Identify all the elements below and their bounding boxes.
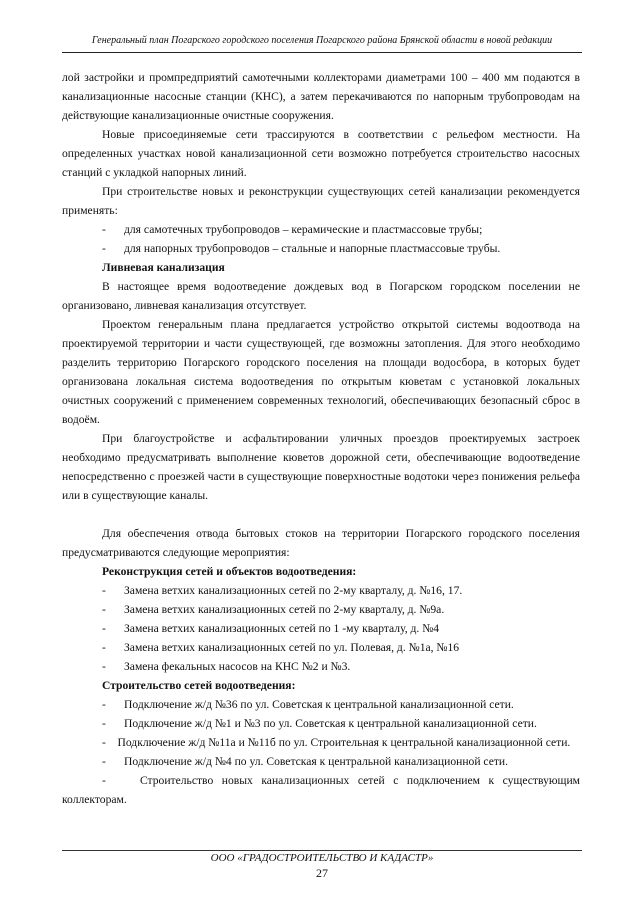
list-item-text: Подключение ж/д №11а и №11б по ул. Строительная к центральной канализационной сети. <box>117 736 571 749</box>
list-item-text: для напорных трубопроводов – стальные и напорные пластмассовые трубы. <box>124 242 501 255</box>
heading-reconstruction: Реконструкция сетей и объектов водоотведения: <box>102 565 357 578</box>
paragraph-new-networks: Новые присоединяемые сети трассируются в соответствии с рельефом местности. На определенных участках новой канализационной сети возможно потребуется строительство насосных станций с укладкой напорных линий. <box>62 128 580 179</box>
dash-marker: - <box>102 774 106 787</box>
dash-marker: - <box>102 622 106 635</box>
running-header: Генеральный план Погарского городского поселения Погарского района Брянской области в новой редакции <box>91 35 553 46</box>
paragraph-storm-proposal: Проектом генеральным плана предлагается устройство открытой системы водоотвода на проектируемой территории и части существующей, где возможны затопления. Для этого необходимо разделить территорию Погарского городского поселения на площади водосбора, в которых будет организована локальная система водоотведения по открытым кюветам с установкой локальных очистных сооружений с применением современных технологий, обеспечивающих безопасный сброс в водоём. <box>62 318 580 426</box>
list-item <box>102 752 580 771</box>
paragraph-sewer-collectors: лой застройки и промпредприятий самотечными коллекторами диаметрами 100 – 400 мм подаются в канализационные насосные станции (КНС), а затем перекачиваются по напорным трубопроводам на действующие канализационные очистные сооружения. <box>62 71 580 122</box>
footer-company: ООО «ГРАДОСТРОИТЕЛЬСТВО И КАДАСТР» <box>210 852 434 864</box>
dash-marker: - <box>102 641 106 654</box>
paragraph-storm-status: В настоящее время водоотведение дождевых вод в Погарском городском поселении не организовано, ливневая канализация отсутствует. <box>62 280 580 312</box>
dash-marker: - <box>102 736 106 749</box>
list-item <box>102 695 580 714</box>
list-item <box>102 638 580 657</box>
list-item-text: Замена ветхих канализационных сетей по 1 -му кварталу, д. №4 <box>124 622 440 635</box>
list-item <box>102 600 580 619</box>
dash-marker: - <box>102 584 106 597</box>
dash-marker: - <box>102 717 106 730</box>
paragraph-measures-intro: Для обеспечения отвода бытовых стоков на территории Погарского городского поселения предусматриваются следующие мероприятия: <box>62 527 580 559</box>
list-item-text: Замена ветхих канализационных сетей по 2-му кварталу, д. №16, 17. <box>124 584 463 597</box>
dash-marker: - <box>102 603 106 616</box>
heading-construction: Строительство сетей водоотведения: <box>102 679 296 692</box>
dash-marker: - <box>102 755 106 768</box>
dash-marker: - <box>102 223 106 236</box>
document-body <box>62 68 580 809</box>
list-item-text: Замена ветхих канализационных сетей по ул. Полевая, д. №1а, №16 <box>124 641 460 654</box>
dash-marker: - <box>102 660 106 673</box>
list-item-text: Подключение ж/д №36 по ул. Советская к центральной канализационной сети. <box>124 698 514 711</box>
list-item-wrapped <box>62 733 580 752</box>
list-item-text: Подключение ж/д №4 по ул. Советская к центральной канализационной сети. <box>124 755 509 768</box>
list-item-text: Подключение ж/д №1 и №3 по ул. Советская к центральной канализационной сети. <box>124 717 537 730</box>
list-item-text: для самотечных трубопроводов – керамические и пластмассовые трубы; <box>124 223 483 236</box>
list-item <box>102 714 580 733</box>
list-item-text: Замена ветхих канализационных сетей по 2-му кварталу, д. №9а. <box>124 603 445 616</box>
list-item-text: Строительство новых канализационных сетей с подключением к существующим коллекторам. <box>62 774 581 806</box>
dash-marker: - <box>102 698 106 711</box>
list-item-wrapped <box>62 771 580 809</box>
list-item <box>102 581 580 600</box>
list-item <box>102 619 580 638</box>
dash-marker: - <box>102 242 106 255</box>
paragraph-recommendation: При строительстве новых и реконструкции существующих сетей канализации рекомендуется применять: <box>62 185 580 217</box>
heading-storm-sewer: Ливневая канализация <box>102 261 225 274</box>
footer-rule <box>62 850 582 851</box>
list-item-text: Замена фекальных насосов на КНС №2 и №3. <box>124 660 351 673</box>
list-item <box>102 220 580 239</box>
paragraph-road-ditches: При благоустройстве и асфальтировании уличных проездов проектируемых застроек необходимо предусматривать выполнение кюветов дорожной сети, обеспечивающие водоотведение непосредственно с проезжей части в существующие поверхностные водотоки через понижения рельефа или в существующие каналы. <box>62 432 580 502</box>
header-rule <box>62 52 582 53</box>
list-item <box>102 657 580 676</box>
page-number: 27 <box>316 866 328 880</box>
spacer <box>62 505 580 524</box>
list-item <box>102 239 580 258</box>
